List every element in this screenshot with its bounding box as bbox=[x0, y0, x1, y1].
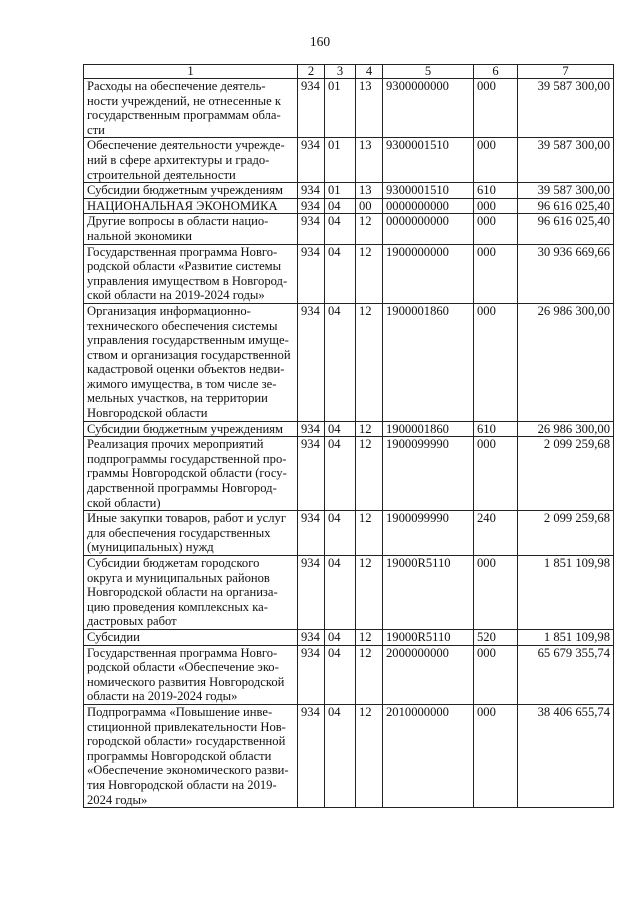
row-name-cell: Государственная программа Новго- родской области «Обеспечение эко- номического развития Новгородской области на 2019-2024 годы» bbox=[84, 645, 298, 704]
row-sum-cell: 96 616 025,40 bbox=[518, 214, 614, 244]
table-row bbox=[84, 704, 614, 807]
row-csr-cell: 1900001860 bbox=[383, 421, 474, 437]
table-row bbox=[84, 556, 614, 630]
row-rz-cell: 04 bbox=[325, 645, 356, 704]
row-rz-cell: 04 bbox=[325, 303, 356, 421]
row-rz-cell: 04 bbox=[325, 244, 356, 303]
header-col-1: 1 bbox=[84, 65, 298, 79]
row-ved-cell: 934 bbox=[298, 198, 325, 214]
row-csr-cell: 1900000000 bbox=[383, 244, 474, 303]
row-sum-cell: 26 986 300,00 bbox=[518, 421, 614, 437]
row-sum-cell: 30 936 669,66 bbox=[518, 244, 614, 303]
row-pr-cell: 12 bbox=[356, 629, 383, 645]
row-rz-cell: 04 bbox=[325, 198, 356, 214]
row-ved-cell: 934 bbox=[298, 556, 325, 630]
row-ved-cell: 934 bbox=[298, 183, 325, 199]
row-vr-cell: 000 bbox=[474, 79, 518, 138]
header-col-4: 4 bbox=[356, 65, 383, 79]
table-header-row bbox=[84, 65, 614, 79]
table-row bbox=[84, 244, 614, 303]
row-name-cell: Субсидии бюджетным учреждениям bbox=[84, 183, 298, 199]
row-vr-cell: 520 bbox=[474, 629, 518, 645]
row-rz-cell: 04 bbox=[325, 214, 356, 244]
row-rz-cell: 04 bbox=[325, 421, 356, 437]
row-vr-cell: 000 bbox=[474, 138, 518, 183]
row-ved-cell: 934 bbox=[298, 629, 325, 645]
row-pr-cell: 12 bbox=[356, 556, 383, 630]
row-vr-cell: 000 bbox=[474, 704, 518, 807]
row-pr-cell: 12 bbox=[356, 214, 383, 244]
row-pr-cell: 12 bbox=[356, 511, 383, 556]
row-name-cell: Подпрограмма «Повышение инве- стиционной привлекательности Нов- городской области» государственной программы Новгородской области «Обеспечение экономического разви- тия Новгородской области на 2019- 2024 годы» bbox=[84, 704, 298, 807]
row-name-cell: Расходы на обеспечение деятель- ности учреждений, не отнесенные к государственным программам обла- сти bbox=[84, 79, 298, 138]
row-ved-cell: 934 bbox=[298, 421, 325, 437]
row-name-cell: Иные закупки товаров, работ и услуг для обеспечения государственных (муниципальных) нужд bbox=[84, 511, 298, 556]
row-sum-cell: 39 587 300,00 bbox=[518, 183, 614, 199]
row-name-cell: Государственная программа Новго- родской области «Развитие системы управления имуществом в Новгород- ской области на 2019-2024 годы» bbox=[84, 244, 298, 303]
row-csr-cell: 9300001510 bbox=[383, 183, 474, 199]
table-row bbox=[84, 183, 614, 199]
row-rz-cell: 01 bbox=[325, 138, 356, 183]
row-pr-cell: 12 bbox=[356, 704, 383, 807]
row-vr-cell: 000 bbox=[474, 198, 518, 214]
row-pr-cell: 12 bbox=[356, 645, 383, 704]
row-rz-cell: 04 bbox=[325, 704, 356, 807]
row-sum-cell: 39 587 300,00 bbox=[518, 138, 614, 183]
table-row bbox=[84, 437, 614, 511]
row-pr-cell: 00 bbox=[356, 198, 383, 214]
row-sum-cell: 2 099 259,68 bbox=[518, 437, 614, 511]
row-vr-cell: 000 bbox=[474, 214, 518, 244]
row-vr-cell: 610 bbox=[474, 183, 518, 199]
row-rz-cell: 04 bbox=[325, 511, 356, 556]
row-sum-cell: 2 099 259,68 bbox=[518, 511, 614, 556]
row-ved-cell: 934 bbox=[298, 138, 325, 183]
row-pr-cell: 13 bbox=[356, 138, 383, 183]
row-sum-cell: 96 616 025,40 bbox=[518, 198, 614, 214]
row-sum-cell: 1 851 109,98 bbox=[518, 629, 614, 645]
row-rz-cell: 04 bbox=[325, 437, 356, 511]
row-ved-cell: 934 bbox=[298, 645, 325, 704]
row-sum-cell: 26 986 300,00 bbox=[518, 303, 614, 421]
row-pr-cell: 12 bbox=[356, 437, 383, 511]
row-rz-cell: 01 bbox=[325, 79, 356, 138]
table-row bbox=[84, 79, 614, 138]
row-sum-cell: 65 679 355,74 bbox=[518, 645, 614, 704]
row-pr-cell: 12 bbox=[356, 421, 383, 437]
row-csr-cell: 2010000000 bbox=[383, 704, 474, 807]
row-vr-cell: 000 bbox=[474, 244, 518, 303]
table-row bbox=[84, 303, 614, 421]
table-row bbox=[84, 629, 614, 645]
row-pr-cell: 13 bbox=[356, 183, 383, 199]
header-col-2: 2 bbox=[298, 65, 325, 79]
row-csr-cell: 0000000000 bbox=[383, 214, 474, 244]
row-name-cell: Организация информационно- технического обеспечения системы управления государственным имуще- ством и организация государственной кадастровой оценки объектов недви- жимого имущества, в том числе зе- мельных участков, на территории Новгородской области bbox=[84, 303, 298, 421]
table-row bbox=[84, 138, 614, 183]
row-csr-cell: 0000000000 bbox=[383, 198, 474, 214]
budget-table bbox=[83, 64, 614, 808]
row-csr-cell: 9300000000 bbox=[383, 79, 474, 138]
row-vr-cell: 000 bbox=[474, 437, 518, 511]
row-sum-cell: 38 406 655,74 bbox=[518, 704, 614, 807]
table-body bbox=[84, 65, 614, 808]
row-rz-cell: 04 bbox=[325, 556, 356, 630]
table-row bbox=[84, 421, 614, 437]
row-csr-cell: 1900001860 bbox=[383, 303, 474, 421]
row-vr-cell: 000 bbox=[474, 645, 518, 704]
header-col-7: 7 bbox=[518, 65, 614, 79]
row-csr-cell: 19000R5110 bbox=[383, 556, 474, 630]
row-vr-cell: 610 bbox=[474, 421, 518, 437]
header-col-5: 5 bbox=[383, 65, 474, 79]
row-sum-cell: 1 851 109,98 bbox=[518, 556, 614, 630]
row-rz-cell: 01 bbox=[325, 183, 356, 199]
row-csr-cell: 19000R5110 bbox=[383, 629, 474, 645]
row-pr-cell: 12 bbox=[356, 303, 383, 421]
row-name-cell: Субсидии bbox=[84, 629, 298, 645]
row-ved-cell: 934 bbox=[298, 244, 325, 303]
row-name-cell: Субсидии бюджетам городского округа и муниципальных районов Новгородской области на организа- цию проведения комплексных ка- дастровых работ bbox=[84, 556, 298, 630]
row-name-cell: Обеспечение деятельности учрежде- ний в сфере архитектуры и градо- строительной деятельности bbox=[84, 138, 298, 183]
row-name-cell: Субсидии бюджетным учреждениям bbox=[84, 421, 298, 437]
row-csr-cell: 1900099990 bbox=[383, 437, 474, 511]
header-col-3: 3 bbox=[325, 65, 356, 79]
row-csr-cell: 1900099990 bbox=[383, 511, 474, 556]
row-ved-cell: 934 bbox=[298, 303, 325, 421]
row-name-cell: Другие вопросы в области нацио- нальной экономики bbox=[84, 214, 298, 244]
row-ved-cell: 934 bbox=[298, 704, 325, 807]
row-sum-cell: 39 587 300,00 bbox=[518, 79, 614, 138]
row-pr-cell: 13 bbox=[356, 79, 383, 138]
table-row bbox=[84, 198, 614, 214]
row-ved-cell: 934 bbox=[298, 511, 325, 556]
header-col-6: 6 bbox=[474, 65, 518, 79]
row-rz-cell: 04 bbox=[325, 629, 356, 645]
table-row bbox=[84, 214, 614, 244]
table-row bbox=[84, 511, 614, 556]
row-vr-cell: 240 bbox=[474, 511, 518, 556]
page-number: 160 bbox=[309, 34, 331, 49]
row-pr-cell: 12 bbox=[356, 244, 383, 303]
row-csr-cell: 2000000000 bbox=[383, 645, 474, 704]
row-vr-cell: 000 bbox=[474, 303, 518, 421]
row-vr-cell: 000 bbox=[474, 556, 518, 630]
row-ved-cell: 934 bbox=[298, 214, 325, 244]
row-ved-cell: 934 bbox=[298, 79, 325, 138]
row-ved-cell: 934 bbox=[298, 437, 325, 511]
row-name-cell: Реализация прочих мероприятий подпрограммы государственной про- граммы Новгородской области (госу- дарственной программы Новгород- ской области) bbox=[84, 437, 298, 511]
table-row bbox=[84, 645, 614, 704]
row-csr-cell: 9300001510 bbox=[383, 138, 474, 183]
row-name-cell: НАЦИОНАЛЬНАЯ ЭКОНОМИКА bbox=[84, 198, 298, 214]
